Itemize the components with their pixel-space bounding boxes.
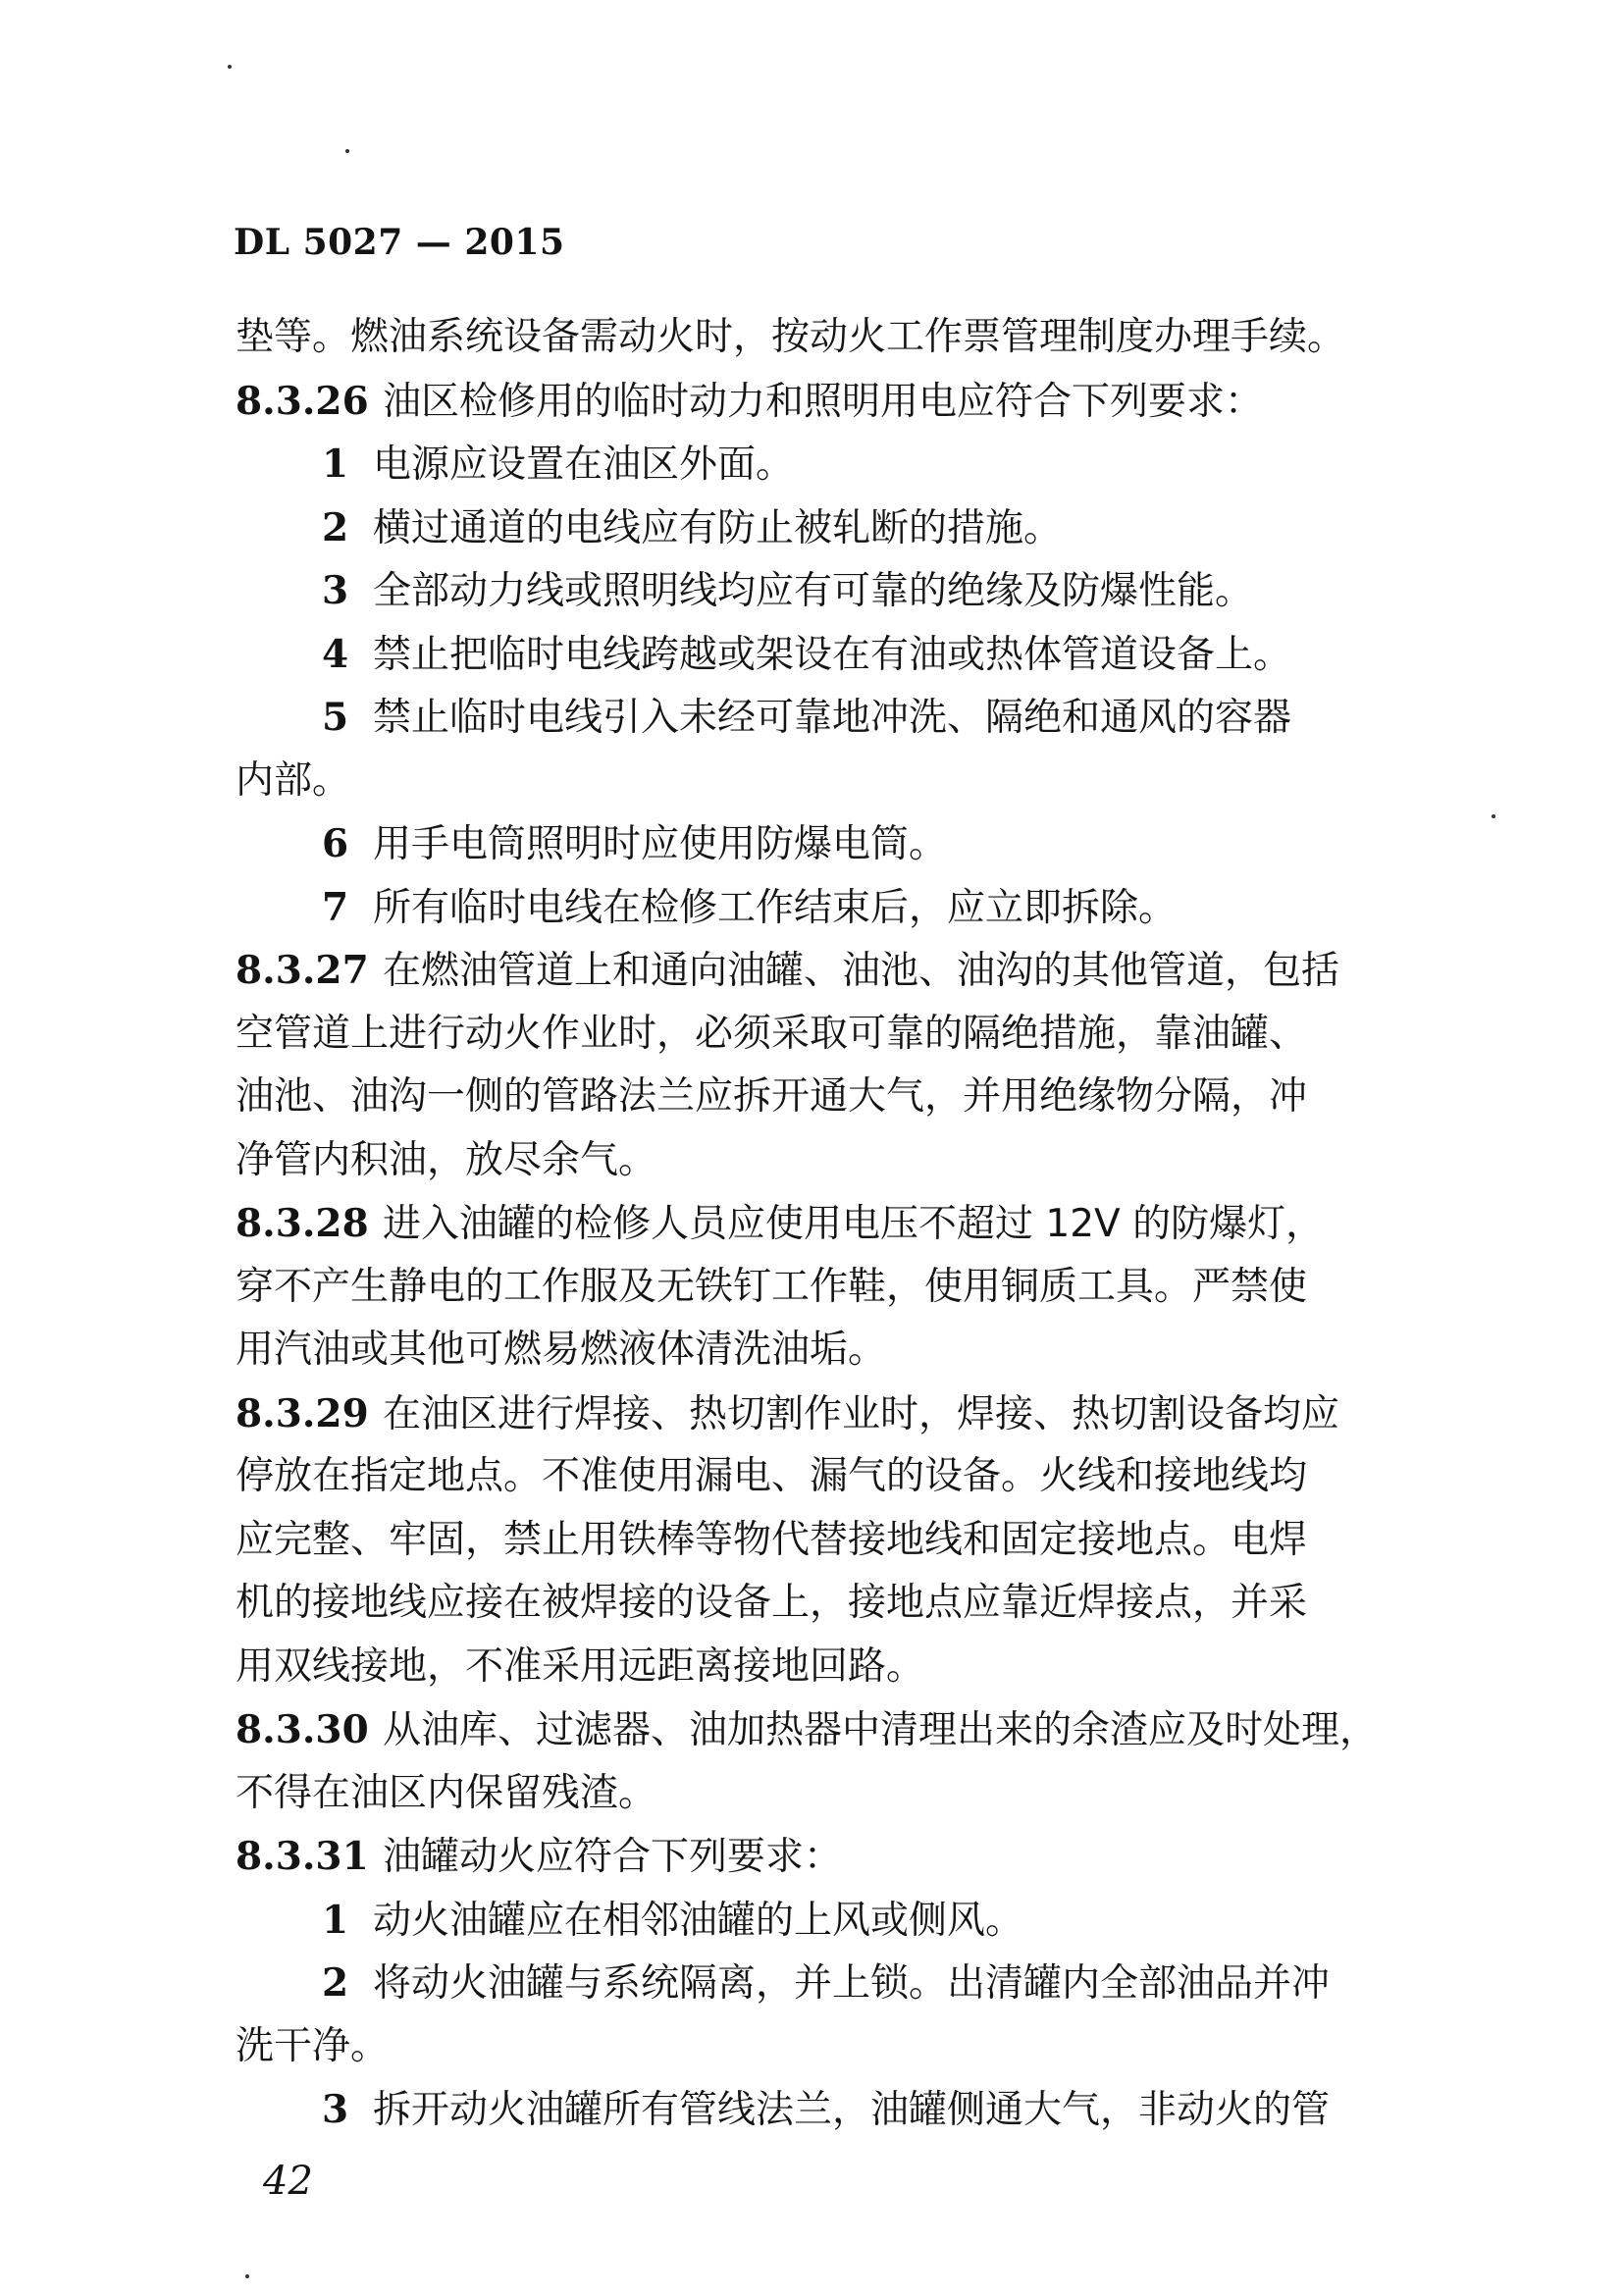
text-line: 穿不产生静电的工作服及无铁钉工作鞋，使用铜质工具。严禁使	[236, 1264, 1308, 1309]
text-line: 空管道上进行动火作业时，必须采取可靠的隔绝措施，靠油罐、	[236, 1011, 1308, 1056]
clause-number: 8.3.28	[236, 1201, 369, 1246]
clause-number: 8.3.30	[236, 1707, 369, 1752]
scan-speck	[345, 149, 349, 153]
text-line: 油池、油沟一侧的管路法兰应拆开通大气，并用绝缘物分隔，冲	[236, 1074, 1308, 1119]
list-item: 2 将动火油罐与系统隔离，并上锁。出清罐内全部油品并冲	[236, 1952, 1433, 2015]
clause-number: 8.3.26	[236, 378, 369, 424]
clause-number: 8.3.31	[236, 1834, 369, 1879]
list-item: 5 禁止临时电线引入未经可靠地冲洗、隔绝和通风的容器	[236, 686, 1433, 750]
text-line: 净管内积油，放尽余气。	[236, 1137, 657, 1182]
item-number: 7	[322, 884, 349, 930]
text-line: 用双线接地，不准采用远距离接地回路。	[236, 1643, 925, 1689]
clause-line: 8.3.26 油区检修用的临时动力和照明用电应符合下列要求：	[236, 370, 1433, 434]
item-number: 1	[322, 1897, 349, 1943]
standard-code-header: DL 5027 — 2015	[234, 222, 565, 263]
item-number: 4	[322, 631, 349, 677]
clause-line: 8.3.29 在油区进行焊接、热切割作业时，焊接、热切割设备均应	[236, 1382, 1433, 1446]
item-number: 3	[322, 568, 349, 613]
item-number: 3	[322, 2087, 349, 2132]
clause-line: 8.3.28 进入油罐的检修人员应使用电压不超过 12V 的防爆灯，	[236, 1192, 1433, 1256]
scan-speck	[228, 65, 232, 69]
text-line: 停放在指定地点。不准使用漏电、漏气的设备。火线和接地线均	[236, 1454, 1308, 1498]
text-line: 内部。	[236, 757, 351, 803]
list-item: 1 电源应设置在油区外面。	[236, 433, 1433, 496]
clause-line: 8.3.31 油罐动火应符合下列要求：	[236, 1825, 1433, 1889]
list-item: 1 动火油罐应在相邻油罐的上风或侧风。	[236, 1889, 1433, 1953]
clause-number: 8.3.27	[236, 948, 369, 993]
list-item: 7 所有临时电线在检修工作结束后，应立即拆除。	[236, 876, 1433, 940]
list-item: 6 用手电筒照明时应使用防爆电筒。	[236, 812, 1433, 876]
text-line: 应完整、牢固，禁止用铁棒等物代替接地线和固定接地点。电焊	[236, 1517, 1308, 1562]
scan-speck	[1492, 814, 1495, 818]
item-number: 2	[322, 1960, 349, 2006]
text-line: 机的接地线应接在被焊接的设备上，接地点应靠近焊接点，并采	[236, 1581, 1308, 1625]
list-item: 3 全部动力线或照明线均应有可靠的绝缘及防爆性能。	[236, 559, 1433, 623]
scan-speck	[245, 2274, 249, 2278]
text-line: 不得在油区内保留残渣。	[236, 1770, 657, 1815]
item-number: 6	[322, 821, 349, 866]
body-text	[236, 306, 1433, 2142]
clause-number: 8.3.29	[236, 1390, 369, 1436]
item-number: 2	[322, 504, 349, 550]
clause-line: 8.3.27 在燃油管道上和通向油罐、油池、油沟的其他管道，包括	[236, 939, 1433, 1003]
item-number: 5	[322, 695, 349, 740]
text-line: 洗干净。	[236, 2023, 390, 2068]
text-line: 垫等。燃油系统设备需动火时，按动火工作票管理制度办理手续。	[236, 315, 1346, 359]
text-line: 用汽油或其他可燃易燃液体清洗油垢。	[236, 1328, 887, 1372]
item-number: 1	[322, 442, 349, 487]
page-number: 42	[263, 2159, 313, 2204]
list-item: 3 拆开动火油罐所有管线法兰，油罐侧通大气，非动火的管	[236, 2078, 1433, 2142]
list-item: 4 禁止把临时电线跨越或架设在有油或热体管道设备上。	[236, 623, 1433, 687]
list-item: 2 横过通道的电线应有防止被轧断的措施。	[236, 496, 1433, 560]
clause-line: 8.3.30 从油库、过滤器、油加热器中清理出来的余渣应及时处理，	[236, 1698, 1433, 1762]
